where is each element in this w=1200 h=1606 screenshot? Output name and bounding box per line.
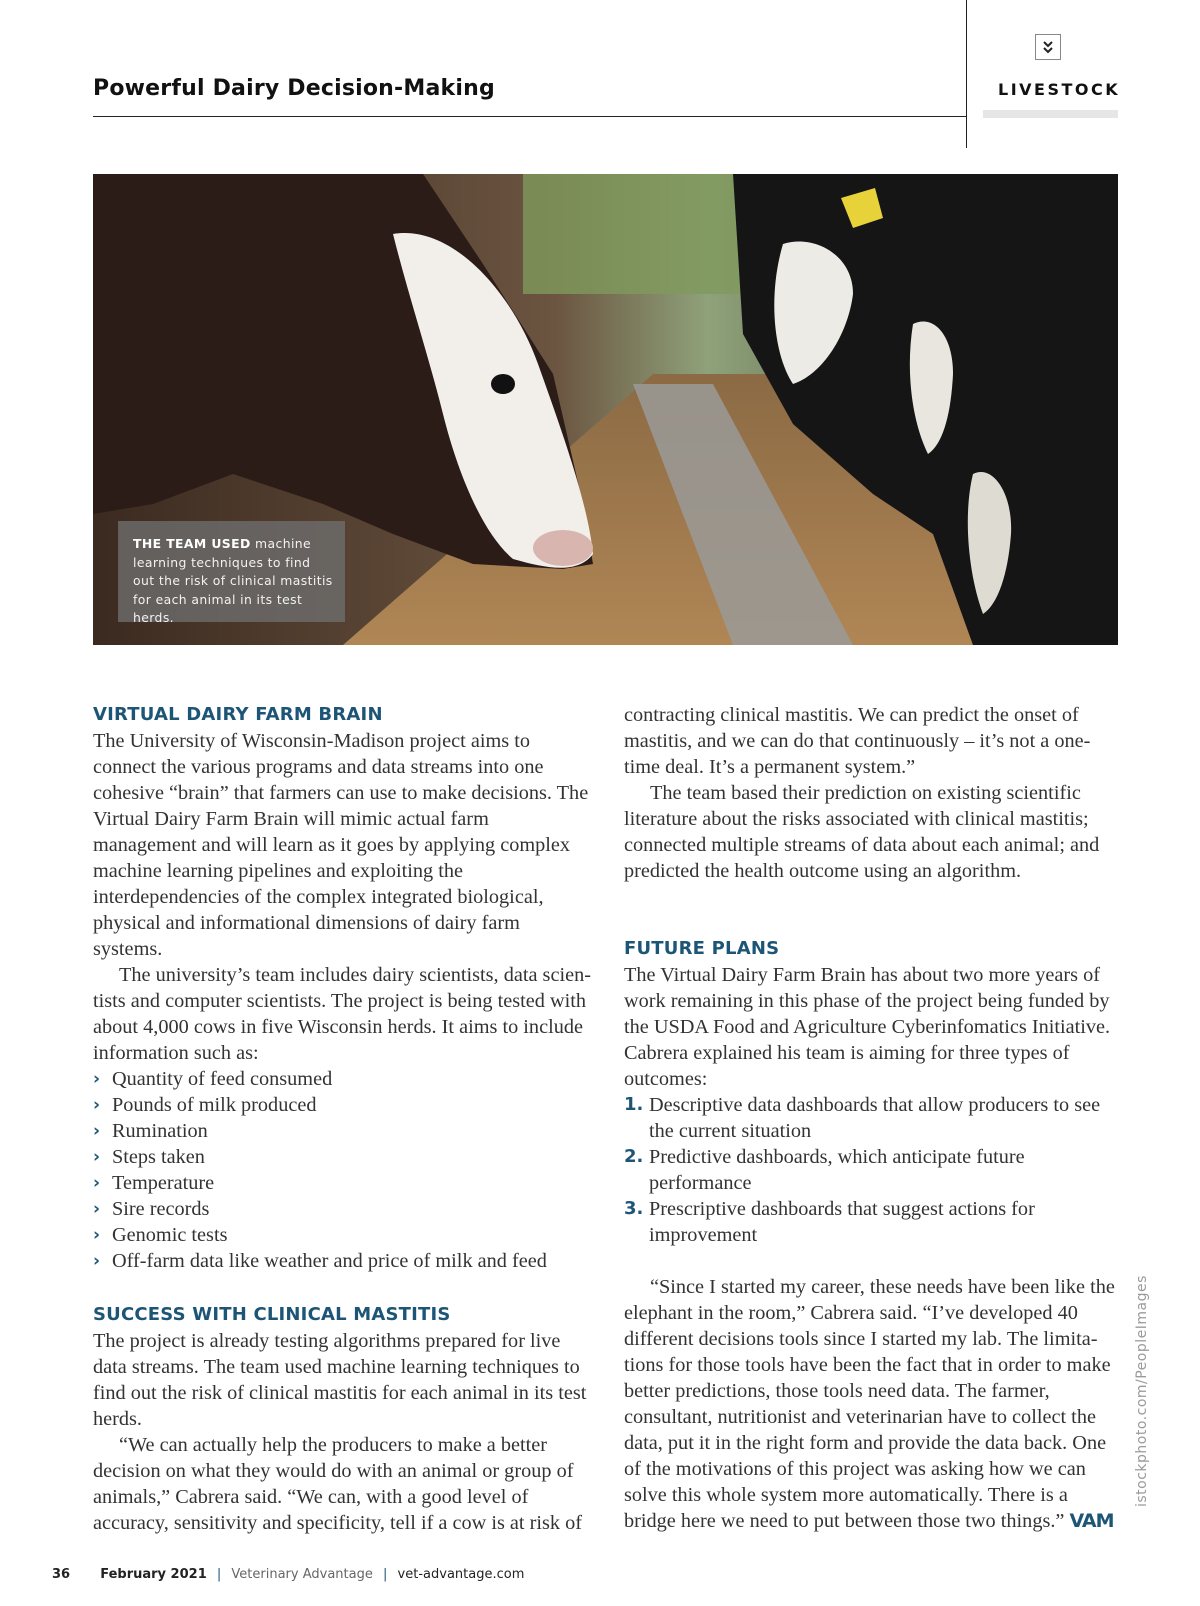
list-item: 2. Predictive dashboards, which anticipate future performance bbox=[624, 1146, 1025, 1194]
photo-caption bbox=[118, 521, 345, 625]
right-column bbox=[624, 702, 1119, 884]
list-item: 3. Prescriptive dashboards that suggest actions for improvement bbox=[624, 1198, 1035, 1246]
caption-lead: THE TEAM USED bbox=[133, 536, 251, 551]
right-column-lower bbox=[624, 936, 1119, 1534]
chevron-right-icon: › bbox=[93, 1121, 101, 1141]
list-item: › Off-farm data like weather and price of milk and feed bbox=[93, 1250, 547, 1272]
heading-future-plans: FUTURE PLANS bbox=[624, 938, 780, 959]
end-mark: VAM bbox=[1069, 1510, 1114, 1532]
chevron-right-icon: › bbox=[93, 1251, 101, 1271]
paragraph: The University of Wisconsin-Madison project aims to connect the various programs and data streams into one cohesive “brain” that farmers can use to make decisions. The Virtual Dairy Farm Brain will mimic actual farm management and will learn as it goes by applying complex machine learning pipelines and exploiting the interdependencies of the complex integrated biological, physical and informational dimensions of dairy farm systems. bbox=[93, 730, 589, 960]
left-column bbox=[93, 702, 593, 1274]
caption-text: machine learning techniques to find out the risk of clinical mastitis for each animal in its test herds. bbox=[133, 536, 333, 625]
paragraph: “We can actually help the producers to make a better decision on what they would do with an animal or group of animals,” Cabrera said. “We can, with a good level of accuracy, sensitivity and specificity, tell if a cow is at risk of bbox=[93, 1434, 583, 1534]
footer-separator: | bbox=[383, 1567, 388, 1582]
left-column-lower bbox=[93, 1302, 593, 1536]
paragraph: The project is already testing algorithms prepared for live data streams. The team used machine learning techniques to find out the risk of clinical mastitis for each animal in its test herds. bbox=[93, 1330, 587, 1430]
page-number: 36 bbox=[52, 1567, 71, 1582]
list-item: › Pounds of milk produced bbox=[93, 1094, 317, 1116]
page-header-title: Powerful Dairy Decision-Making bbox=[93, 76, 495, 101]
paragraph: The team based their prediction on existing scientific literature about the risks associated with clinical mastitis; connected multiple streams of data about each animal; and predicted the health outcome using an algorithm. bbox=[624, 782, 1100, 882]
website-link[interactable]: vet-advantage.com bbox=[397, 1567, 525, 1582]
footer-separator: | bbox=[216, 1567, 222, 1582]
outcomes-list bbox=[624, 1092, 1119, 1248]
chevron-right-icon: › bbox=[93, 1095, 101, 1115]
paragraph: “Since I started my career, these needs have been like the elephant in the room,” Cabrera said. “I’ve developed 40 different decisions tools since I started my lab. The limita-tions for those tools have been the fact that in order to make better predictions, those tools need data. The farmer, consultant, nutritionist and veterinarian have to collect the data, put it in the right form and provide the data back. One of the motivations of this project was asking how we can solve this whole system more automatically. There is a bridge here we need to put between those two things.” VAM bbox=[624, 1276, 1115, 1532]
heading-success-with-clinical-mastitis: SUCCESS WITH CLINICAL MASTITIS bbox=[93, 1304, 451, 1325]
double-chevron-down-icon[interactable] bbox=[1035, 34, 1061, 60]
data-types-list bbox=[93, 1066, 593, 1274]
list-item: › Temperature bbox=[93, 1172, 215, 1194]
chevron-right-icon: › bbox=[93, 1069, 101, 1089]
chevron-right-icon: › bbox=[93, 1225, 101, 1245]
list-item: › Quantity of feed consumed bbox=[93, 1068, 333, 1090]
header-vertical-divider bbox=[966, 0, 967, 148]
page-footer bbox=[52, 1567, 524, 1582]
paragraph: contracting clinical mastitis. We can predict the onset of mastitis, and we can do that continuously – it’s not a one-time deal. It’s a permanent system.” bbox=[624, 704, 1091, 778]
chevron-right-icon: › bbox=[93, 1173, 101, 1193]
paragraph: The Virtual Dairy Farm Brain has about two more years of work remaining in this phase of the project being funded by the USDA Food and Agriculture Cyberinfomatics Initiative. Cabrera explained his team is aiming for three types of outcomes: bbox=[624, 964, 1111, 1090]
photo-credit: istockphoto.com/PeopleImages bbox=[1134, 1275, 1150, 1507]
section-label-underline bbox=[983, 110, 1118, 118]
heading-virtual-dairy-farm-brain: VIRTUAL DAIRY FARM BRAIN bbox=[93, 704, 383, 725]
list-item: › Rumination bbox=[93, 1120, 208, 1142]
chevron-right-icon: › bbox=[93, 1199, 101, 1219]
section-label: LIVESTOCK bbox=[998, 80, 1121, 99]
list-item: › Genomic tests bbox=[93, 1224, 228, 1246]
chevron-right-icon: › bbox=[93, 1147, 101, 1167]
list-item: › Steps taken bbox=[93, 1146, 205, 1168]
list-item: › Sire records bbox=[93, 1198, 210, 1220]
list-item: 1. Descriptive data dashboards that allow producers to see the current situation bbox=[624, 1094, 1101, 1142]
issue-date: February 2021 bbox=[100, 1567, 207, 1582]
magazine-name: Veterinary Advantage bbox=[231, 1567, 373, 1582]
paragraph: The university’s team includes dairy scientists, data scien-tists and computer scientists. The project is being tested with about 4,000 cows in five Wisconsin herds. It aims to include information such as: bbox=[93, 964, 591, 1064]
header-divider bbox=[93, 116, 966, 117]
